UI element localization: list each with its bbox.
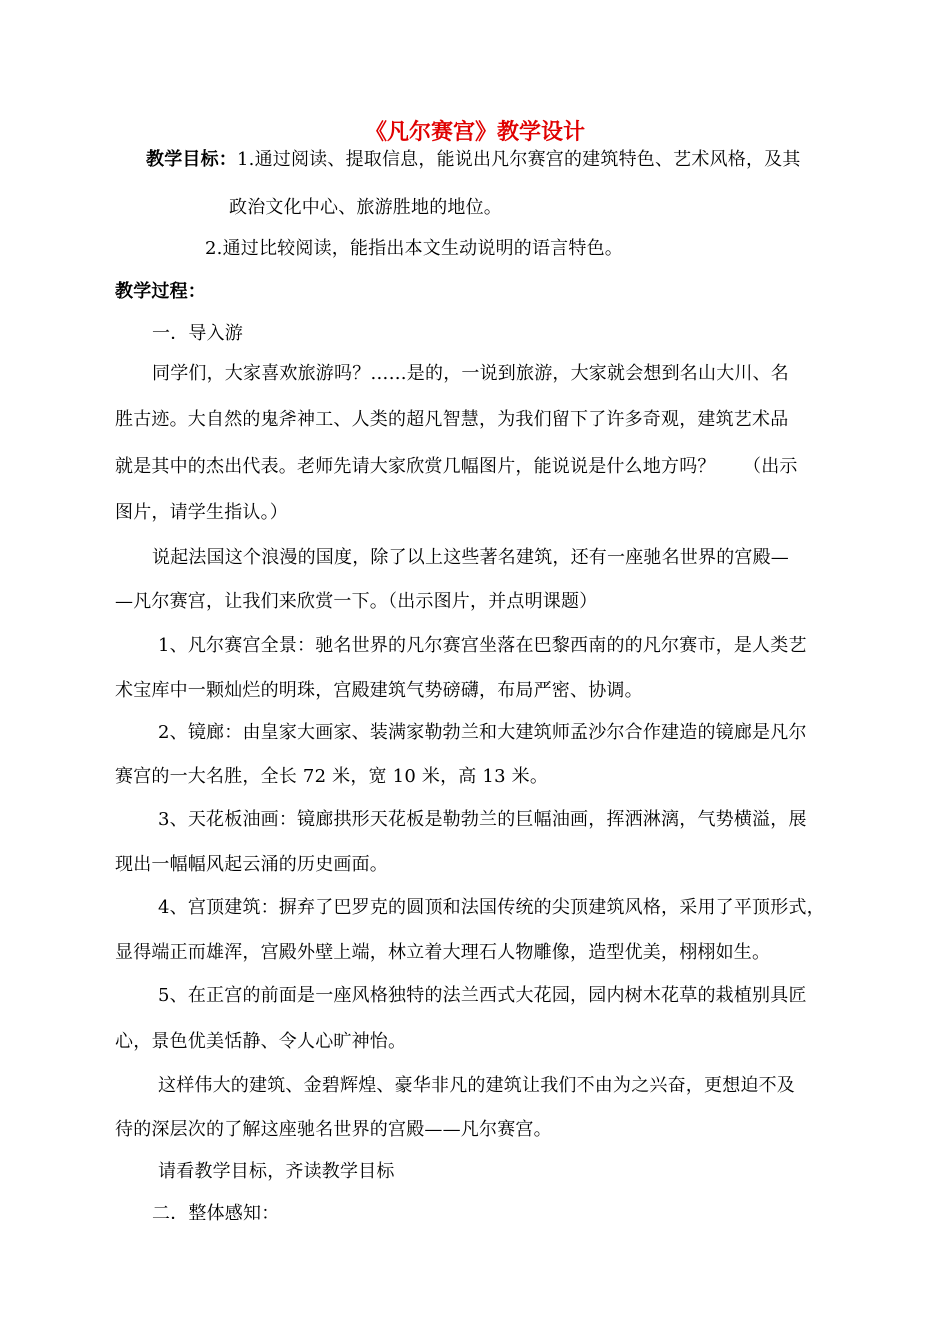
item-5-line-2: 心，景色优美恬静、令人心旷神怡。 [115,1031,407,1052]
item-4-line-1: 4、宫顶建筑：摒弃了巴罗克的圆顶和法国传统的尖顶建筑风格，采用了平顶形式， [158,897,825,918]
item-5-line-1: 5、在正宫的前面是一座风格独特的法兰西式大花园，园内树木花草的栽植别具匠 [158,985,807,1006]
paragraph-3-line-1: 这样伟大的建筑、金碧辉煌、豪华非凡的建筑让我们不由为之兴奋，更想迫不及 [158,1075,795,1096]
paragraph-2-line-1: 说起法国这个浪漫的国度，除了以上这些著名建筑，还有一座驰名世界的宫殿— [152,547,789,568]
paragraph-1-line-2: 胜古迹。大自然的鬼斧神工、人类的超凡智慧，为我们留下了许多奇观，建筑艺术品 [115,409,789,430]
paragraph-2-line-2: —凡尔赛宫，让我们来欣赏一下。（出示图片，并点明课题） [115,591,598,612]
item-1-line-1: 1、凡尔赛宫全景：驰名世界的凡尔赛宫坐落在巴黎西南的的凡尔赛市，是人类艺 [158,635,807,656]
process-label: 教学过程： [115,281,206,302]
document-title: 《凡尔赛宫》教学设计 [364,119,585,145]
item-1-line-2: 术宝库中一颗灿烂的明珠，宫殿建筑气势磅礴，布局严密、协调。 [115,680,643,701]
paragraph-4: 请看教学目标，齐读教学目标 [158,1161,395,1182]
item-2-line-1: 2、镜廊：由皇家大画家、装满家勒勃兰和大建筑师孟沙尔合作建造的镜廊是凡尔 [158,722,807,743]
paragraph-3-line-2: 待的深层次的了解这座驰名世界的宫殿——凡尔赛宫。 [115,1119,552,1140]
objectives-line-1 [146,148,801,172]
objectives-label: 教学目标： [146,149,237,170]
objective-1-text: 1.通过阅读、提取信息，能说出凡尔赛宫的建筑特色、艺术风格，及其 [237,149,801,170]
section-2-heading: 二．整体感知： [152,1203,280,1224]
objective-1-continued: 政治文化中心、旅游胜地的地位。 [229,197,502,218]
paragraph-1-line-1: 同学们，大家喜欢旅游吗？……是的，一说到旅游，大家就会想到名山大川、名 [152,363,789,384]
item-4-line-2: 显得端正而雄浑，宫殿外壁上端，林立着大理石人物雕像，造型优美，栩栩如生。 [115,942,771,963]
item-2-line-2: 赛宫的一大名胜，全长 72 米，宽 10 米，高 13 米。 [115,766,549,787]
item-3-line-1: 3、天花板油画：镜廊拱形天花板是勒勃兰的巨幅油画，挥洒淋漓，气势横溢，展 [158,809,807,830]
item-3-line-2: 现出一幅幅风起云涌的历史画面。 [115,854,388,875]
paragraph-1-line-3: 就是其中的杰出代表。老师先请大家欣赏几幅图片，能说说是什么地方吗？ （出示 [115,456,798,477]
paragraph-1-line-4: 图片，请学生指认。） [115,502,288,523]
section-1-heading: 一．导入游 [152,323,243,344]
objective-2: 2.通过比较阅读，能指出本文生动说明的语言特色。 [205,238,623,259]
